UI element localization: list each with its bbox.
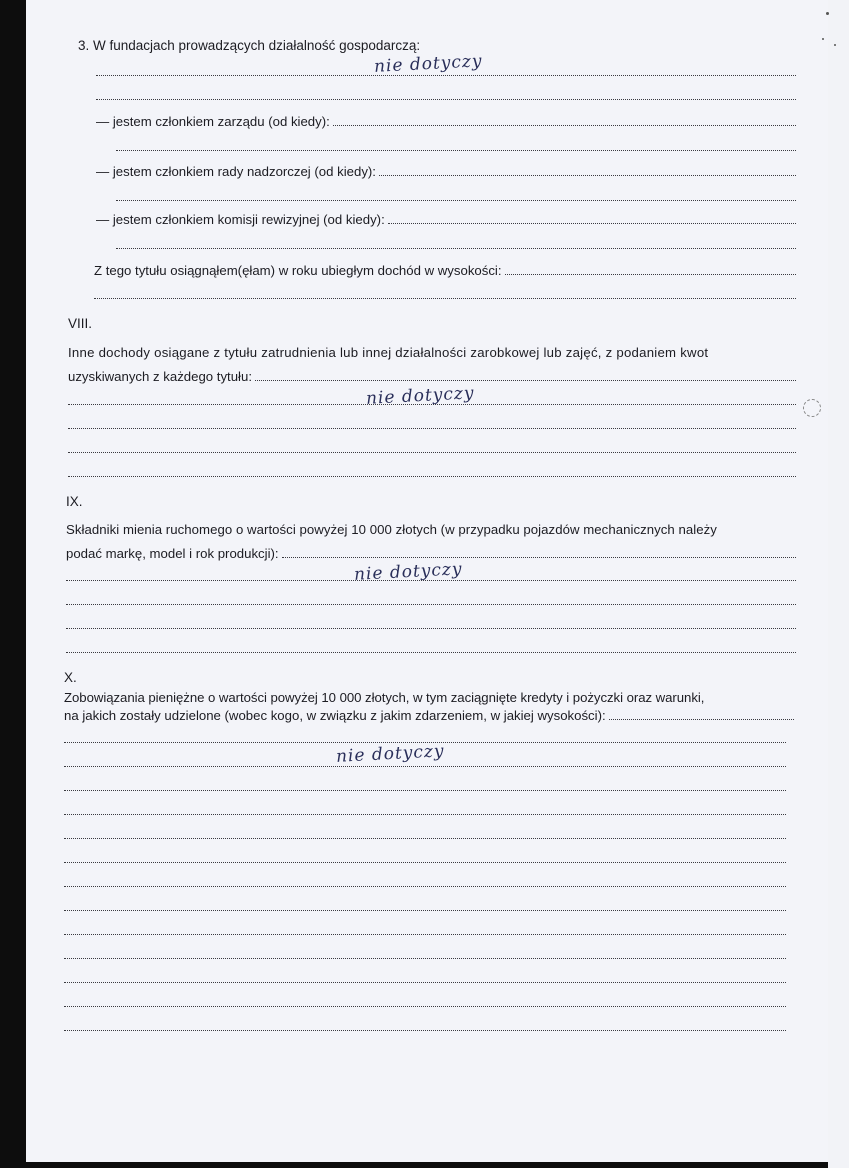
section-9-text: Składniki mienia ruchomego o wartości powyżej 10 000 złotych (w przypadku pojazdów mechanicznych należy: [66, 522, 717, 537]
section-9-heading: IX.: [66, 494, 83, 509]
board-member-label: — jestem członkiem zarządu (od kiedy):: [96, 114, 330, 129]
answer-line: [64, 910, 786, 911]
answer-line: [116, 248, 796, 249]
answer-line: [64, 982, 786, 983]
answer-line: [64, 814, 786, 815]
section-10-field: [64, 708, 794, 723]
answer-line: [68, 476, 796, 477]
section-3-title: 3. W fundacjach prowadzących działalność gospodarczą:: [78, 38, 421, 53]
income-field: [94, 263, 796, 278]
supervisory-board-field: [96, 164, 796, 179]
answer-line: [66, 628, 796, 629]
answer-line: [94, 298, 796, 299]
answer-line: [64, 1006, 786, 1007]
answer-line: [116, 200, 796, 201]
answer-line: [96, 99, 796, 100]
section-10-label: na jakich zostały udzielone (wobec kogo, w związku z jakim zdarzeniem, w jakiej wysokości):: [64, 708, 606, 723]
scan-margin: [828, 0, 849, 1168]
section-10-text: Zobowiązania pieniężne o wartości powyżej 10 000 złotych, w tym zaciągnięte kredyty i pożyczki oraz warunki,: [64, 690, 705, 705]
answer-line: [64, 958, 786, 959]
handwritten-answer: nie dotyczy: [365, 383, 475, 409]
punch-hole-mark: [803, 399, 821, 417]
answer-line: [68, 428, 796, 429]
answer-line: [66, 604, 796, 605]
section-8-heading: VIII.: [68, 316, 93, 331]
audit-committee-field: [96, 212, 796, 227]
answer-line: [64, 838, 786, 839]
income-label: Z tego tytułu osiągnąłem(ęłam) w roku ubiegłym dochód w wysokości:: [94, 263, 502, 278]
section-9-label: podać markę, model i rok produkcji):: [66, 546, 279, 561]
handwritten-answer: nie dotyczy: [373, 51, 483, 77]
answer-line: [96, 75, 796, 76]
answer-line: [66, 652, 796, 653]
answer-line: [68, 452, 796, 453]
scan-speck: [822, 38, 824, 40]
supervisory-board-label: — jestem członkiem rady nadzorczej (od kiedy):: [96, 164, 376, 179]
answer-line: [64, 862, 786, 863]
handwritten-answer: nie dotyczy: [335, 741, 445, 767]
answer-line: [64, 766, 786, 767]
scan-speck: [826, 12, 829, 15]
board-member-field: [96, 114, 796, 129]
answer-line: [64, 934, 786, 935]
declaration-page: [26, 0, 828, 1162]
section-8-label: uzyskiwanych z każdego tytułu:: [68, 369, 252, 384]
answer-line: [116, 150, 796, 151]
section-9-field: [66, 546, 796, 561]
section-10-heading: X.: [64, 670, 77, 685]
section-8-text: Inne dochody osiągane z tytułu zatrudnienia lub innej działalności zarobkowej lub zajęć, z podaniem kwot: [68, 345, 709, 360]
section-8-field: [68, 369, 796, 384]
answer-line: [64, 790, 786, 791]
handwritten-answer: nie dotyczy: [353, 559, 463, 585]
audit-committee-label: — jestem członkiem komisji rewizyjnej (od kiedy):: [96, 212, 385, 227]
scan-speck: [834, 44, 836, 46]
answer-line: [64, 1030, 786, 1031]
answer-line: [64, 886, 786, 887]
